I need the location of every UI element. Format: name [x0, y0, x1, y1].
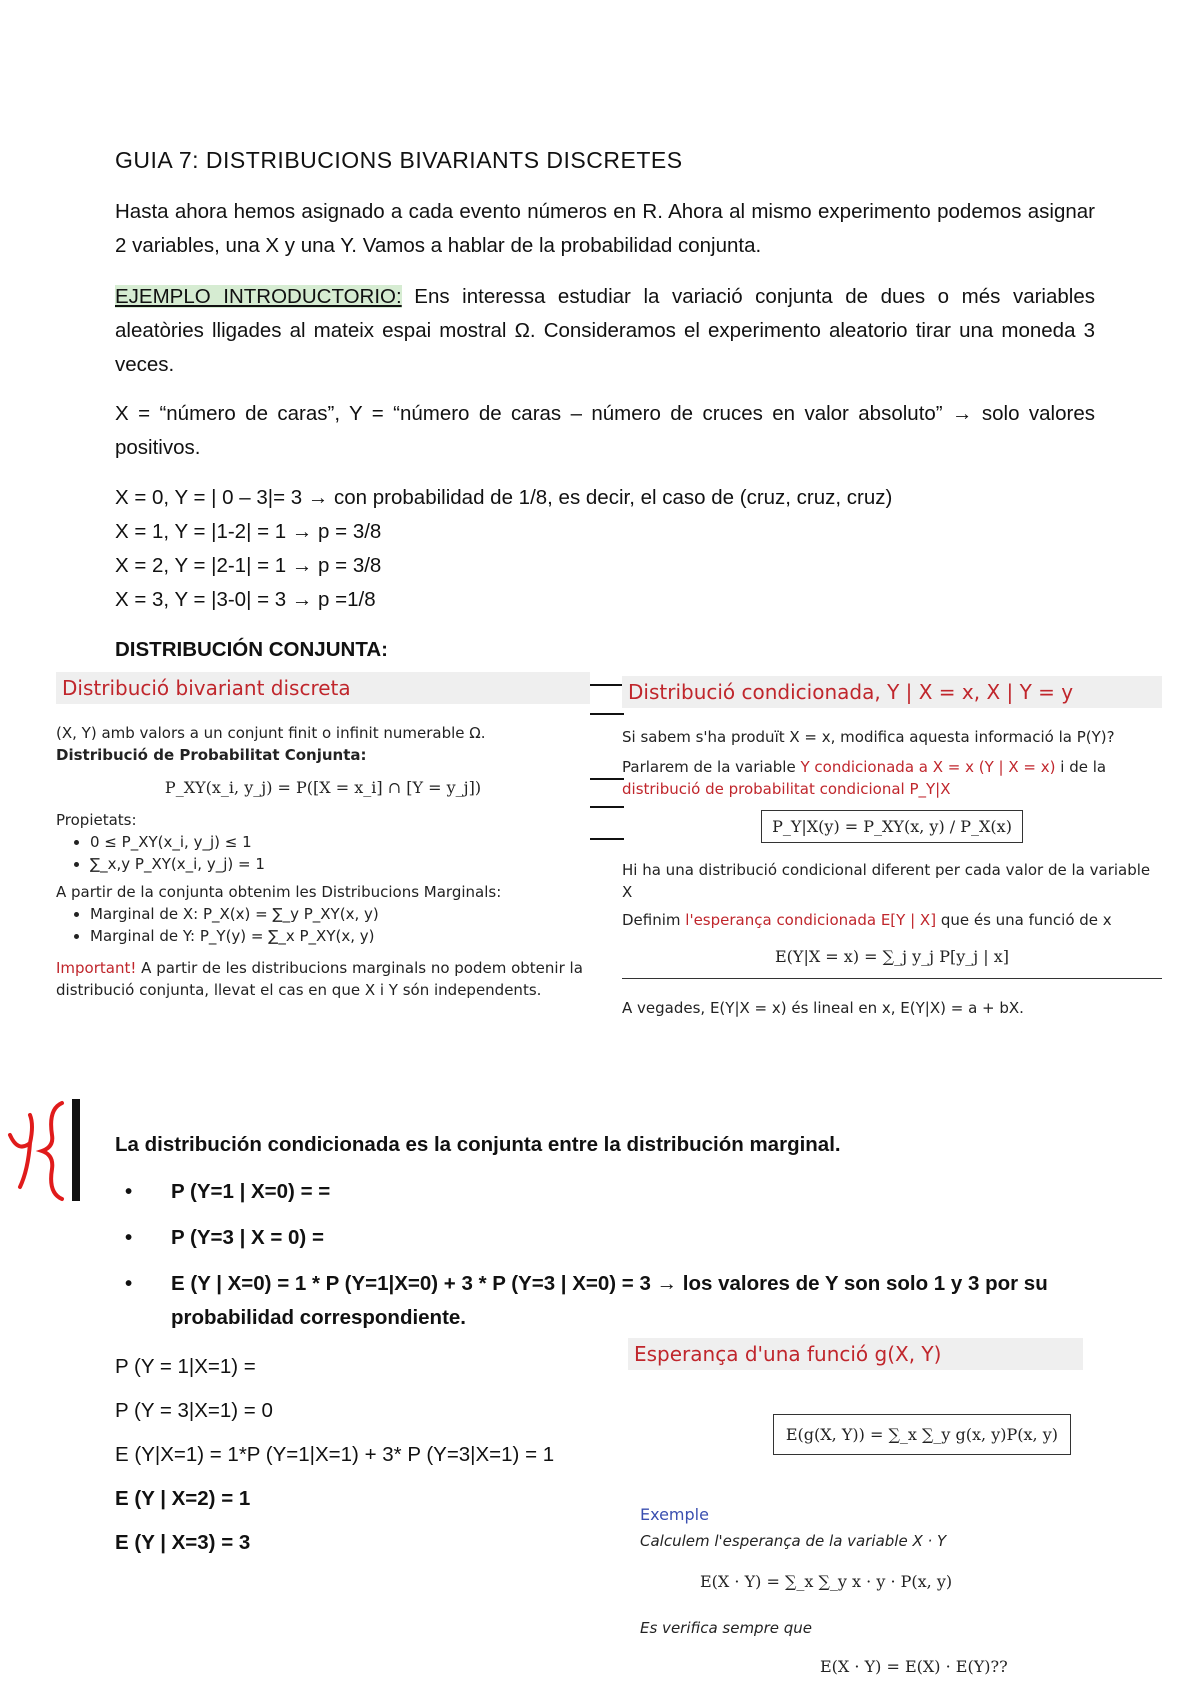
bullet-text: P (Y=3 | X = 0) = [171, 1226, 324, 1249]
joint-heading: DISTRIBUCIÓN CONJUNTA: [115, 638, 388, 661]
slide-line: A vegades, E(Y|X = x) és lineal en x, E(Y|X) = a + bX. [622, 999, 1024, 1017]
calc-line: P (Y = 3|X=1) = 0 [115, 1399, 273, 1422]
case-line: X = 1, Y = |1-2| = 1 → p = 3/8 [115, 520, 382, 543]
bullet-item: • P (Y=3 | X = 0) = [125, 1226, 324, 1249]
properties-label: Propietats: [56, 811, 137, 829]
important-label: Important! [56, 959, 137, 977]
slide-line [622, 909, 1162, 931]
conditional-formula: P_Y|X(y) = P_XY(x, y) / P_X(x) [761, 810, 1023, 843]
slide-line [622, 756, 1162, 778]
variables-definition: X = “número de caras”, Y = “número de caras – número de cruces en valor absoluto” → solo valores positivos. [115, 402, 1095, 459]
example-label: EJEMPLO INTRODUCTORIO: [115, 285, 402, 308]
case-line: X = 0, Y = | 0 – 3|= 3 → con probabilidad de 1/8, es decir, el caso de (cruz, cruz, cruz) [115, 486, 893, 509]
important-text: A partir de les distribucions marginals no podem obtenir la distribució conjunta, llevat el cas en que X i Y són independents. [56, 959, 583, 999]
example-text: Ens interessa estudiar la variació conjunta de dues o més variables aleatòries lligades al mateix espai mostral Ω. Consideramos el experimento aleatorio tirar una moneda 3 veces. [115, 285, 1095, 376]
case-line: X = 3, Y = |3-0| = 3 → p =1/8 [115, 588, 376, 611]
slide-line: (X, Y) amb valors a un conjunt finit o infinit numerable Ω. [56, 724, 486, 742]
slide-line: Si sabem s'ha produït X = x, modifica aquesta informació la P(Y)? [622, 728, 1115, 746]
joint-formula: P_XY(x_i, y_j) = P([X = x_i] ∩ [Y = y_j]) [164, 778, 482, 797]
example-formula: E(X · Y) = ∑_x ∑_y x · y · P(x, y) [700, 1572, 953, 1591]
slide-line: distribució de probabilitat condicional P_Y|X [622, 780, 951, 798]
page-title: GUIA 7: DISTRIBUCIONS BIVARIANTS DISCRETES [115, 147, 683, 173]
slide-heading: Esperança d'una funció g(X, Y) [628, 1338, 1083, 1370]
calc-line: E (Y | X=2) = 1 [115, 1487, 251, 1510]
x1-lines [115, 1350, 635, 1560]
slide-joint-distribution [56, 672, 590, 1001]
final-formula: E(X · Y) = E(X) · E(Y)?? [820, 1657, 1008, 1676]
separator-bar [590, 713, 624, 715]
conditional-intro: La distribución condicionada es la conjunta entre la distribución marginal. [115, 1133, 841, 1156]
slide-red-text: l'esperança condicionada E[Y | X] [685, 911, 937, 929]
slide-expectation-function [628, 1338, 1083, 1455]
separator-bar [590, 806, 624, 808]
marginal-item: • Marginal de Y: P_Y(y) = ∑_x P_XY(x, y) [90, 925, 590, 947]
calc-line: E (Y | X=3) = 3 [115, 1531, 251, 1554]
slide-text: que és una funció de x [936, 911, 1112, 929]
verify-line: Es verifica sempre que [640, 1619, 812, 1637]
conditional-expectation-formula: E(Y|X = x) = ∑_j y_j P[y_j | x] [622, 947, 1162, 979]
slide-heading: Distribució condicionada, Y | X = x, X | Y = y [622, 676, 1162, 708]
separator-bar [590, 838, 624, 840]
slide-text: i de la [1055, 758, 1107, 776]
bullet-text: P (Y=1 | X=0) = = [171, 1180, 331, 1203]
slide-line: Hi ha una distribució condicional diferent per cada valor de la variable X [622, 861, 1151, 901]
slide-red-text: Y condicionada a X = x (Y | X = x) [800, 758, 1056, 776]
marginals-intro: A partir de la conjunta obtenim les Distribucions Marginals: [56, 883, 502, 901]
case-line: X = 2, Y = |2-1| = 1 → p = 3/8 [115, 554, 382, 577]
separator-bar [590, 778, 624, 780]
marginal-item: • Marginal de X: P_X(x) = ∑_y P_XY(x, y) [90, 903, 590, 925]
separator-bar [590, 684, 624, 686]
property-item: • 0 ≤ P_XY(x_i, y_j) ≤ 1 [90, 831, 590, 853]
hand-annotation [0, 1095, 90, 1205]
slide-heading: Distribució bivariant discreta [56, 672, 590, 704]
slide-example [640, 1504, 1090, 1676]
intro-paragraph: Hasta ahora hemos asignado a cada evento números en R. Ahora al mismo experimento podemos asignar 2 variables, una X y una Y. Vamos a hablar de la probabilidad conjunta. [115, 200, 1095, 257]
calc-line: P (Y = 1|X=1) = [115, 1355, 256, 1378]
calc-line: E (Y|X=1) = 1*P (Y=1|X=1) + 3* P (Y=3|X=1) = 1 [115, 1443, 555, 1466]
cases-list [115, 481, 1115, 617]
example-paragraph [115, 280, 1095, 382]
slide-text: Definim [622, 911, 686, 929]
example-line: Calculem l'esperança de la variable X · Y [640, 1532, 947, 1550]
property-item: • ∑_x,y P_XY(x_i, y_j) = 1 [90, 853, 590, 875]
bullet-item: • E (Y | X=0) = 1 * P (Y=1|X=0) + 3 * P (Y=3 | X=0) = 3 → los valores de Y son solo 1 y 3 por su probabilidad correspondiente. [125, 1272, 1048, 1329]
slide-text: Parlarem de la variable [622, 758, 801, 776]
bullet-item: • P (Y=1 | X=0) = = [125, 1180, 331, 1203]
slide-subheading: Distribució de Probabilitat Conjunta: [56, 746, 367, 764]
important-note [56, 957, 590, 1001]
slide-conditional-distribution [622, 676, 1162, 1019]
expectation-formula: E(g(X, Y)) = ∑_x ∑_y g(x, y)P(x, y) [773, 1414, 1071, 1455]
bullet-list [115, 1175, 1100, 1335]
bullet-text: E (Y | X=0) = 1 * P (Y=1|X=0) + 3 * P (Y=3 | X=0) = 3 → los valores de Y son solo 1 y 3 por su probabilidad correspondiente. [171, 1272, 1048, 1329]
example-label: Exemple [640, 1505, 709, 1524]
